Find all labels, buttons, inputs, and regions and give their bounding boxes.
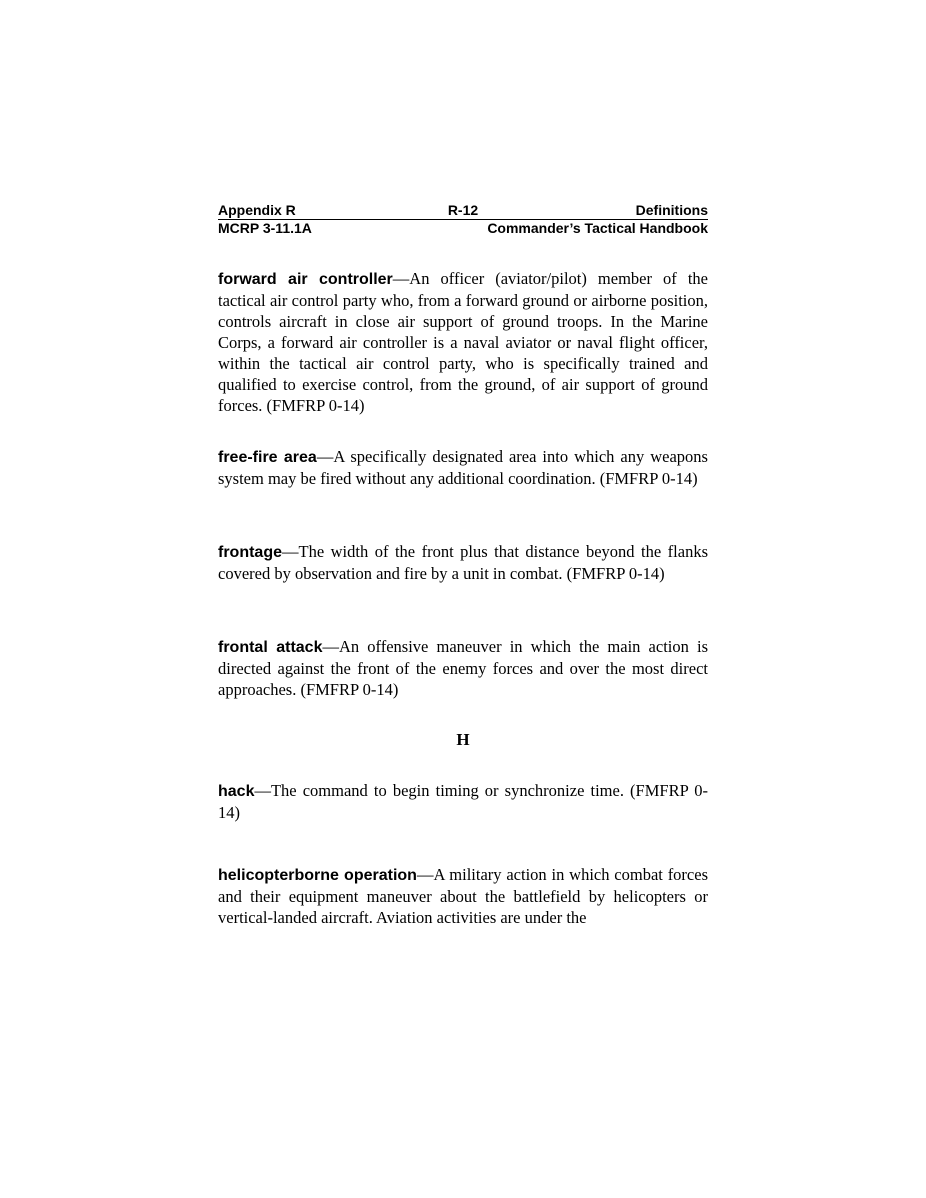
definition-text: —An offensive maneuver in which the main action is directed against the front of the enemy forces and over the most direct approaches. (FMFRP 0-14) xyxy=(218,637,709,699)
publication-title: Commander’s Tactical Handbook xyxy=(487,220,708,236)
definition-text: —A military action in which combat forces and their equipment maneuver about the battlefield by helicopters or vertical-landed aircraft. Aviation activities are under the xyxy=(218,865,708,927)
definition-entry xyxy=(218,446,708,489)
definition-text: —A specifically designated area into which any weapons system may be fired without any additional coordination. (FMFRP 0-14) xyxy=(218,447,708,488)
definition-entry xyxy=(218,864,708,928)
section-title: Definitions xyxy=(635,202,708,218)
definition-term: helicopterborne operation xyxy=(218,867,417,884)
definition-term: frontage xyxy=(218,544,282,561)
definition-term: hack xyxy=(218,783,255,800)
definition-entry xyxy=(218,780,708,823)
page-header xyxy=(218,202,708,237)
definition-term: frontal attack xyxy=(218,639,323,656)
definition-term: forward air controller xyxy=(218,271,393,288)
definition-entry xyxy=(218,268,708,416)
definition-text: —An officer (aviator/pilot) member of the tactical air control party who, from a forward ground or airborne position, controls aircraft in close air support of ground troops. In the Marine Corps, a forward air controller is a naval aviator or naval flight officer, within the tactical air control party, who is specifically trained and qualified to exercise control, from the ground, of air support of ground forces. (FMFRP 0-14) xyxy=(218,269,709,415)
publication-number: MCRP 3-11.1A xyxy=(218,220,312,236)
definition-entry xyxy=(218,636,708,700)
definition-term: free-fire area xyxy=(218,449,317,466)
appendix-label: Appendix R xyxy=(218,202,296,218)
definition-text: —The command to begin timing or synchronize time. (FMFRP 0-14) xyxy=(218,781,708,822)
definition-text: —The width of the front plus that distance beyond the flanks covered by observation and fire by a unit in combat. (FMFRP 0-14) xyxy=(218,542,708,583)
page-number: R-12 xyxy=(447,202,479,218)
definition-entry xyxy=(218,541,708,584)
section-letter-heading: H xyxy=(456,730,470,749)
